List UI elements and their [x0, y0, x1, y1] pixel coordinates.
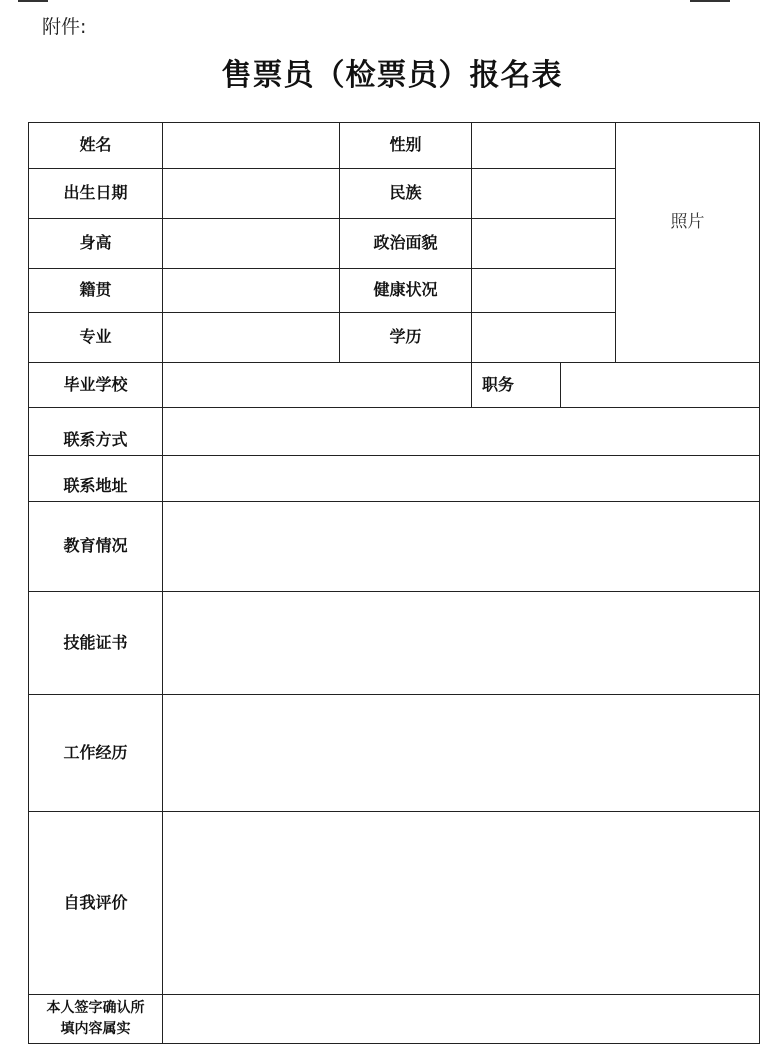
label-ethnicity: 民族	[339, 168, 472, 219]
label-name: 姓名	[28, 122, 163, 169]
input-certificates[interactable]	[162, 591, 760, 695]
label-birth-date: 出生日期	[28, 168, 163, 219]
input-name[interactable]	[162, 122, 340, 169]
form-title: 售票员（检票员）报名表	[221, 58, 563, 93]
label-address: 联系地址	[28, 455, 163, 502]
attachment-label: 附件:	[42, 16, 87, 38]
input-health[interactable]	[471, 268, 616, 313]
input-signature[interactable]	[162, 994, 760, 1044]
label-contact: 联系方式	[28, 407, 163, 456]
input-self-evaluation[interactable]	[162, 811, 760, 995]
input-school[interactable]	[162, 362, 472, 408]
label-signature	[28, 994, 163, 1044]
input-position[interactable]	[560, 362, 760, 408]
label-height: 身高	[28, 218, 163, 269]
input-contact[interactable]	[162, 407, 760, 456]
label-education: 教育情况	[28, 501, 163, 592]
input-education-level[interactable]	[471, 312, 616, 363]
top-right-edge-mark	[690, 0, 730, 2]
label-self-evaluation: 自我评价	[28, 811, 163, 995]
input-address[interactable]	[162, 455, 760, 502]
input-work-history[interactable]	[162, 694, 760, 812]
input-height[interactable]	[162, 218, 340, 269]
label-work-history: 工作经历	[28, 694, 163, 812]
label-political-status: 政治面貌	[339, 218, 472, 269]
label-native-place: 籍贯	[28, 268, 163, 313]
label-education-level: 学历	[339, 312, 472, 363]
label-major: 专业	[28, 312, 163, 363]
input-gender[interactable]	[471, 122, 616, 169]
input-native-place[interactable]	[162, 268, 340, 313]
signature-label-line2: 填内容属实	[60, 1021, 131, 1037]
input-political-status[interactable]	[471, 218, 616, 269]
input-major[interactable]	[162, 312, 340, 363]
label-health: 健康状况	[339, 268, 472, 313]
input-education[interactable]	[162, 501, 760, 592]
input-birth-date[interactable]	[162, 168, 340, 219]
label-position: 职务	[471, 362, 561, 408]
label-certificates: 技能证书	[28, 591, 163, 695]
photo-box[interactable]: 照片	[615, 122, 760, 363]
top-left-edge-mark	[18, 0, 48, 2]
label-gender: 性别	[339, 122, 472, 169]
signature-label-line1: 本人签字确认所	[46, 1000, 145, 1016]
label-school: 毕业学校	[28, 362, 163, 408]
input-ethnicity[interactable]	[471, 168, 616, 219]
